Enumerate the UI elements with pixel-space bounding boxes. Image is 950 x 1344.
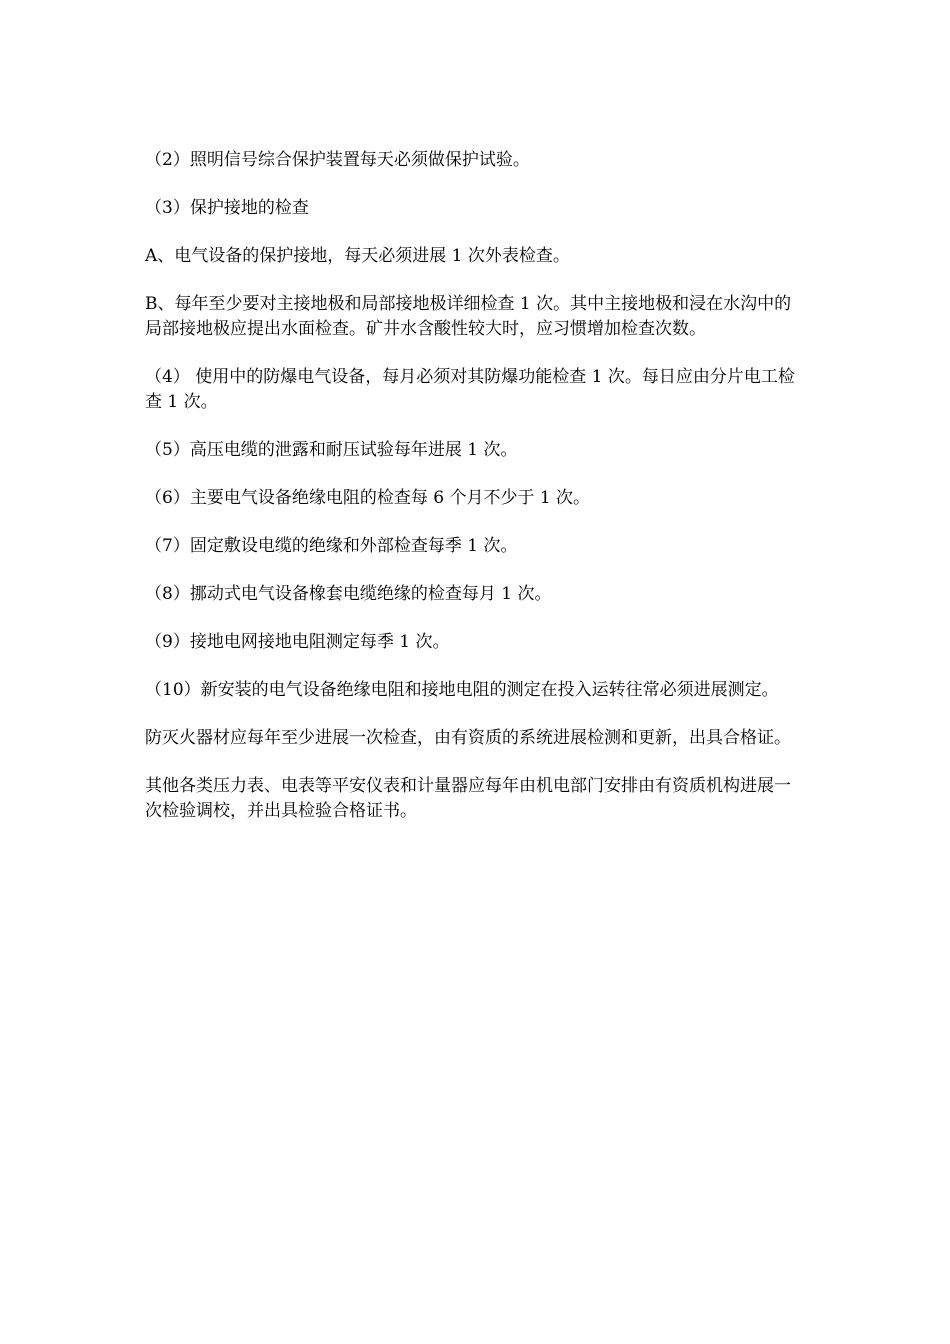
paragraph-yearly-electrode-check: B、每年至少要对主接地极和局部接地极详细检查 1 次。其中主接地极和浸在水沟中的局部接地极应提出水面检查。矿井水含酸性较大时，应习惯增加检查次数。 — [145, 294, 792, 339]
paragraph-fixed-cable-check: （7）固定敷设电缆的绝缘和外部检查每季 1 次。 — [145, 536, 518, 556]
paragraph-ground-resistance-test: （9）接地电网接地电阻测定每季 1 次。 — [145, 632, 450, 652]
paragraph-mobile-cable-check: （8）挪动式电气设备橡套电缆绝缘的检查每月 1 次。 — [145, 584, 552, 604]
document-page — [145, 148, 805, 847]
paragraph-instrument-calibration: 其他各类压力表、电表等平安仪表和计量器应每年由机电部门安排由有资质机构进展一次检验调校，并出具检验合格证书。 — [145, 776, 791, 821]
paragraph-insulation-resistance-check: （6）主要电气设备绝缘电阻的检查每 6 个月不少于 1 次。 — [145, 488, 591, 508]
paragraph-daily-grounding-check: A、电气设备的保护接地，每天必须进展 1 次外表检查。 — [145, 246, 570, 266]
paragraph-explosion-proof-check: （4） 使用中的防爆电气设备，每月必须对其防爆功能检查 1 次。每日应由分片电工检查 1 次。 — [145, 367, 795, 412]
paragraph-lighting-protection-test: （2）照明信号综合保护装置每天必须做保护试验。 — [145, 150, 530, 170]
paragraph-fire-equipment-check: 防灭火器材应每年至少进展一次检查，由有资质的系统进展检测和更新，出具合格证。 — [145, 728, 791, 748]
paragraph-grounding-check-heading: （3）保护接地的检查 — [145, 198, 309, 218]
paragraph-hv-cable-test: （5）高压电缆的泄露和耐压试验每年进展 1 次。 — [145, 440, 518, 460]
paragraph-new-equipment-test: （10）新安装的电气设备绝缘电阻和接地电阻的测定在投入运转往常必须进展测定。 — [145, 680, 779, 700]
